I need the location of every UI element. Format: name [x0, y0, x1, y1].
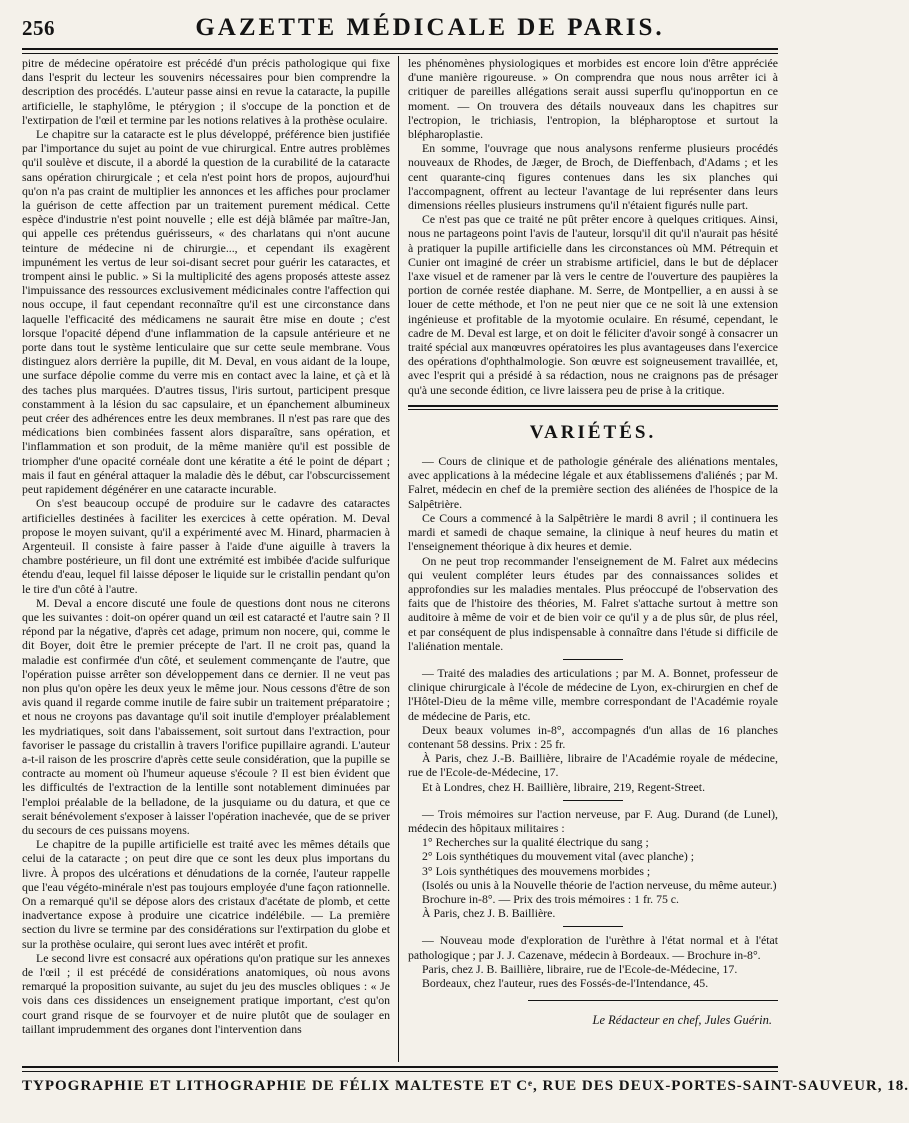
notice-heading: — Nouveau mode d'exploration de l'urèthre à l'état normal et à l'état pathologique ; par J. J. Cazenave, médecin à Bordeaux. — Brochure in-8°. [408, 933, 778, 962]
list-item: 1° Recherches sur la qualité électrique du sang ; [422, 835, 649, 850]
paragraph: Paris, chez J. B. Baillière, libraire, rue de l'Ecole-de-Médecine, 17. [422, 961, 738, 976]
paragraph: Brochure in-8°. — Prix des trois mémoires : 1 fr. 75 c. [422, 891, 679, 906]
paragraph: En somme, l'ouvrage que nous analysons renferme plusieurs procédés nouveaux de Rhodes, de Jæger, de Broch, de Dieffenbach, d'Adams ; et les cent quarante-cinq figures contenues dans les six planches qui l'accompagnent, offrent au lecteur l'avantage de lui représenter dans leurs dimensions réelles plusieurs instrumens qu'il n'étaient figurés nulle part. [408, 141, 778, 213]
page-number: 256 [22, 16, 55, 40]
list-item: 3° Lois synthétiques des mouvemens morbides ; [422, 863, 651, 878]
header-rule [22, 48, 778, 54]
list-item: 2° Lois synthétiques du mouvement vital (avec planche) ; [422, 849, 695, 864]
signature-rule [528, 1000, 778, 1001]
paragraph: M. Deval a encore discuté une foule de questions dont nous ne citerons que les suivantes : doit-on opérer quand un œil est cataracté et l'autre sain ? Il répond par la négative, d'après cet adage, primum non nocere, qui, comme le dit Boyer, doit être le premier précepte de l'art. Il ne croit pas, quand la maladie est confirmée d'un côté, et seulement commençante de l'autre, que l'opération puisse arrêter son développement dans ce dernier. Il ne veut pas non plus qu'on opère les deux yeux le même jour. Nous cessons d'être de son avis quand il regarde comme inutile de faire subir un traitement préparatoire ; et nous ne croyons pas davantage qu'il soit inutile d'employer préalablement les mydriatiques, soit dans l'abaissement, soit surtout dans l'extraction, pour favoriser le passage du cristallin à travers l'orifice pupillaire agrandi. L'auteur a-t-il raison de les proscrire d'après cette seule considération, que la pupille se contracte au moment où l'humeur aqueuse s'écoule ? Il est bien évident que les difficultés de l'extraction de la lentille sont notablement diminuées par l'emploi préalable de la belladone, de la jusquiame ou du datura, et que ce serait bénévolement s'exposer à laisser l'opération inachevée, que de se priver du secours de ces puissans moyens. [22, 595, 390, 837]
section-title-varietes: VARIÉTÉS. [529, 421, 657, 443]
paragraph: On s'est beaucoup occupé de produire sur le cadavre des cataractes artificielles destinées à faciliter les exercices à cette opération. M. Deval propose le moyen suivant, qu'il a expérimenté avec M. Hinard, pharmacien à Argenteuil. Il consiste à faire passer à l'aide d'une aiguille à travers la chambre postérieure, un fil dont une extrémité est imbibée d'acide sulfurique étendu d'eau, lequel fil laisse déposer le liquide sur le cristallin pendant qu'on le tire d'un côté à l'autre. [22, 496, 390, 596]
section-rule-thin [408, 409, 778, 410]
left-column [22, 56, 390, 1062]
paragraph: Le chapitre de la pupille artificielle est traité avec les mêmes détails que celui de la cataracte ; on peut dire que ce sont les deux plus importans du livre. À propos des ulcérations et dénudations de la cornée, l'auteur rappelle que l'eau végéto-minérale n'est pas toujours employée d'une façon rationnelle. On a remarqué qu'il se dépose alors des cristaux d'acétate de plomb, et cette inadvertance expose à produire une cicatrice indélébile. — La première section du livre se termine par des considérations sur l'extirpation du globe et sur la prothèse oculaire, qui seront lues avec intérêt et profit. [22, 837, 391, 951]
notice-heading: — Cours de clinique et de pathologie générale des aliénations mentales, avec applications à la médecine légale et aux établissemens d'aliénés ; par M. Falret, médecin en chef de la première section des aliénées de l'hospice de la Salpêtrière. [408, 454, 778, 511]
section-rule [408, 405, 778, 407]
notice-heading: — Trois mémoires sur l'action nerveuse, par F. Aug. Durand (de Lunel), médecin des hôpitaux militaires : [408, 806, 778, 835]
column-divider [398, 56, 399, 1062]
paragraph: (Isolés ou unis à la Nouvelle théorie de l'action nerveuse, du même auteur.) [422, 877, 777, 892]
footer-rule [22, 1066, 778, 1072]
notice-heading: — Traité des maladies des articulations ; par M. A. Bonnet, professeur de clinique chirurgicale à l'école de médecine de Lyon, ex-chirurgien en chef de l'Hôtel-Dieu de la même ville, membre correspondant de l'Académie royale de médecine de Paris, etc. [408, 665, 778, 723]
paragraph: Bordeaux, chez l'auteur, rues des Fossés-de-l'Intendance, 45. [422, 975, 709, 990]
paragraph: À Paris, chez J. B. Baillière. [422, 906, 556, 921]
paragraph: Ce Cours a commencé à la Salpêtrière le mardi 8 avril ; il continuera les mardi et samedi de chaque semaine, la clinique à neuf heures du matin et l'enseignement théorique à dix heures et demie. [408, 510, 778, 554]
paragraph: Ce n'est pas que ce traité ne pût prêter encore à quelques critiques. Ainsi, nous ne partageons point l'avis de l'auteur, lorsqu'il dit qu'il n'aurait pas hésité à pratiquer la pupille artificielle dans les circonstances où MM. Pétrequin et Cunier ont imaginé de créer un strabisme artificiel, dans le but de déplacer l'axe visuel et de ramener par là vers le centre de l'ouverture des paupières la portion de cornée restée diaphane. M. Serre, de Montpellier, a en aussi à se louer de cette méthode, et l'on ne peut nier que ce ne soit là une extension ingénieuse et profitable de la myotomie oculaire. En résumé, cependant, le cadre de M. Deval est large, et on doit le féliciter d'avoir songé à consacrer un traité spécial aux manœuvres opératoires les plus avantageuses dans l'exercice des opérations d'ophthalmologie. Son œuvre est soigneusement travaillée, et, avec l'esprit qui a présidé à sa rédaction, nous ne craignons pas de présager qu'à une seconde édition, ce livre laissera peu de prise à la critique. [408, 212, 778, 397]
paragraph: Deux beaux volumes in-8°, accompagnés d'un allas de 16 planches contenant 58 dessins. Prix : 25 fr. [408, 722, 778, 751]
item-divider [563, 800, 623, 801]
paragraph: les phénomènes physiologiques et morbides est encore loin d'être appréciée d'une manière rigoureuse. » On comprendra que nous nous arrêter ici à critiquer de pareilles allégations serait aussi superflu qu'inopportun en ce moment. — On trouvera des détails nouveaux dans les chapitres sur l'ectropion, le trichiasis, l'entropion, la blépharoptose et surtout la blépharoplastie. [408, 56, 778, 142]
paragraph: Le second livre est consacré aux opérations qu'on pratique sur les annexes de l'œil ; il est précédé de considérations anatomiques, où nous avons remarqué la proposition suivante, au sujet du jeu des muscles obliques : « Je vois dans ces dissidences un enseignement pratique important, c'est qu'on court grand risque de se fourvoyer et de nuire plutôt que de soulager en taillant imprudemment des organes dont l'intervention dans [22, 950, 390, 1036]
editor-signature: Le Rédacteur en chef, Jules Guérin. [592, 1013, 772, 1028]
right-column [408, 56, 778, 1062]
journal-title: GAZETTE MÉDICALE DE PARIS. [195, 14, 665, 41]
paragraph: Le chapitre sur la cataracte est le plus développé, préférence bien justifiée par l'importance du sujet au point de vue chirurgical. Entre autres problèmes qu'il soulève et discute, il a abordé la question de la curabilité de la cataracte sans opération chirurgicale ; et cela n'est point hors de propos, aujourd'hui qu'on n'a pas craint de multiplier les annonces et les affiches pour proclamer la guérison de cette affection par un traitement purement médical. Cette espèce d'industrie n'est point nouvelle ; elle est déjà blâmée par maître-Jan, qui appelle ces prétendus guérisseurs, « des charlatans qui n'ont aucune teinture de médecine ni de chirurgie..., et cependant ils exagèrent impunément les vertus de leur soi-disant secret pour guérir les cataractes, et trompent ainsi le public. » Si la multiplicité des agens proposés atteste assez l'impuissance des ressources exclusivement médicinales contre l'affection qui nous occupe, il faut cependant reconnaître qu'il est une circonstance dans laquelle l'efficacité des médicamens ne saurait être mise en doute ; c'est lorsque l'opacité dépend d'une inflammation de la capsule antérieure et ne porte dans tout le système lenticulaire que sur cette seule membrane. Vous distinguez alors derrière la pupille, dit M. Deval, en vous aidant de la loupe, une surface dépolie comme du verre mis en contact avec la laine, et çà et là des taches plus marquées. D'autres tissus, l'iris surtout, participent presque constamment à la lésion du sac capsulaire, et un épanchement albumineux peut créer des adhérences entre les deux membranes. Il n'est pas rare que des médications bien combinées fassent alors disparaître, sans opération, et l'inflammation et son produit, de la même manière qu'il est possible de triompher d'une opacité cornéale dont une kératite a été le point de départ ; mais il faut en général attaquer la maladie dès le début, car l'obscurcissement peut rapidement dégénérer en une cataracte incurable. [22, 127, 390, 497]
item-divider [563, 659, 623, 660]
item-divider [563, 926, 623, 927]
page-header [22, 14, 778, 44]
printer-imprint: TYPOGRAPHIE ET LITHOGRAPHIE DE FÉLIX MALTESTE ET Cᵉ, RUE DES DEUX-PORTES-SAINT-SAUVEUR, 18. [22, 1078, 909, 1094]
memoir-list [408, 835, 778, 878]
paragraph: On ne peut trop recommander l'enseignement de M. Falret aux médecins qui veulent compléter leurs études par des connaissances solides et approfondies sur les maladies mentales. Plus préoccupé de l'observation des faits que de l'histoire des théories, M. Falret s'attache surtout à mettre son auditoire à même de voir et de bien voir ce qu'il y a de plus sûr, de plus réel, et par conséquent de plus indispensable à connaître dans l'étude si difficile de l'aliénation mentale. [408, 553, 778, 653]
paragraph: Et à Londres, chez H. Baillière, libraire, 219, Regent-Street. [422, 779, 706, 794]
paragraph: À Paris, chez J.-B. Baillière, libraire de l'Académie royale de médecine, rue de l'Ecole-de-Médecine, 17. [408, 751, 778, 780]
paragraph: pitre de médecine opératoire est précédé d'un précis pathologique qui fixe dans l'esprit du lecteur les souvenirs nécessaires pour bien comprendre la description des procédés. L'auteur passe ainsi en revue la cataracte, la pupille artificielle, le staphylôme, le ptérygion ; il s'occupe de la ponction et de l'extirpation de l'œil et termine par les notions relatives à la prothèse oculaire. [22, 56, 390, 127]
